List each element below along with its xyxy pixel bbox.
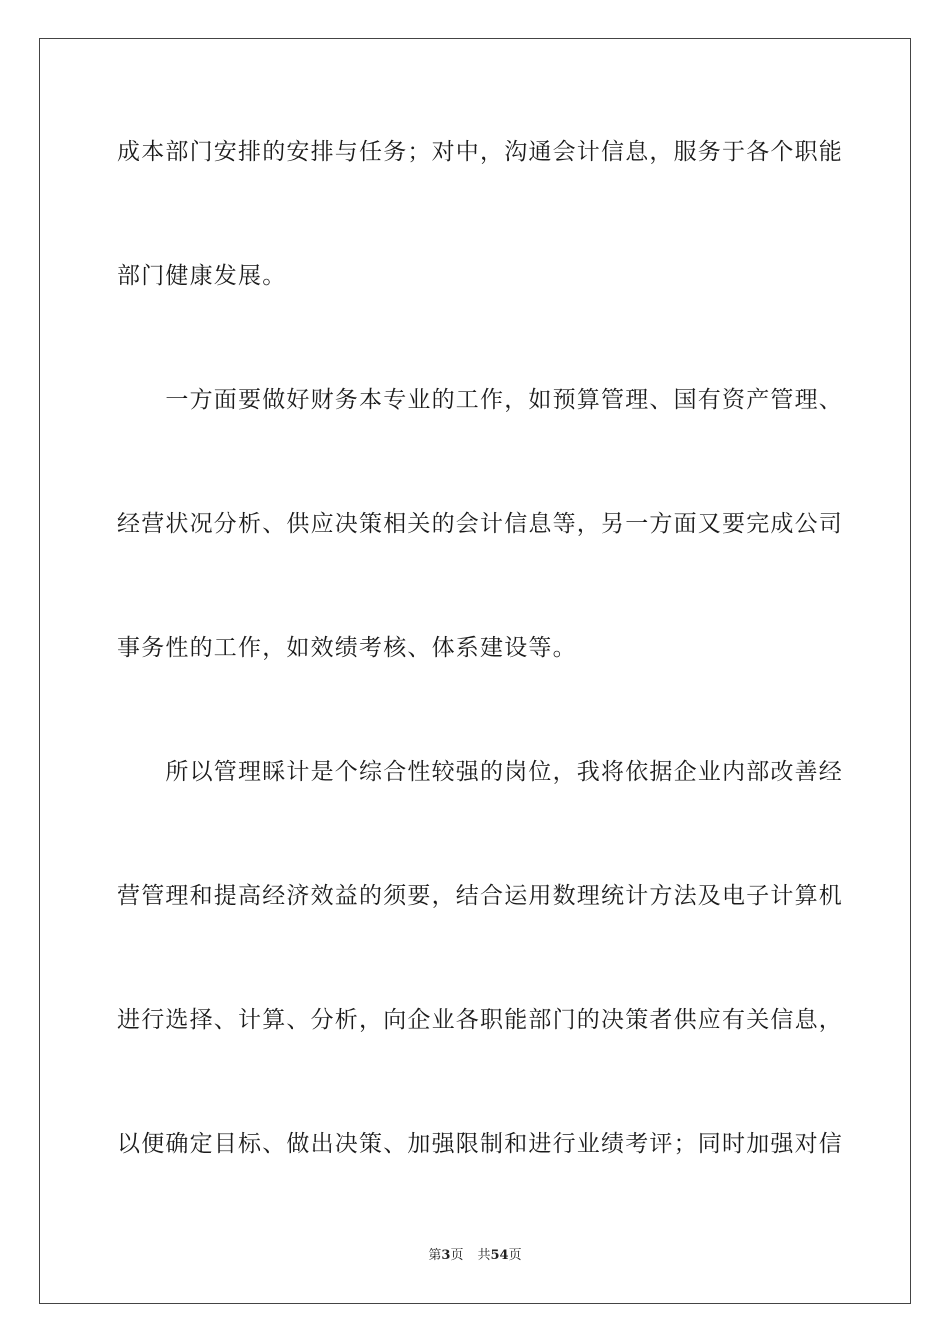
total-label-suffix: 页 [508, 1248, 522, 1263]
body-text-line-6: 所以管理睬计是个综合性较强的岗位，我将依据企业内部改善经 [117, 759, 843, 785]
body-text-line-3: 一方面要做好财务本专业的工作，如预算管理、国有资产管理、 [117, 387, 843, 413]
page-label-prefix: 第 [428, 1248, 442, 1263]
page-label-suffix: 页 [450, 1248, 464, 1263]
page-footer [0, 1247, 950, 1265]
page-border [39, 38, 911, 1304]
body-text-line-2: 部门健康发展。 [117, 263, 287, 289]
body-text-line-4: 经营状况分析、供应决策相关的会计信息等，另一方面又要完成公司 [117, 511, 843, 537]
body-text-line-1: 成本部门安排的安排与任务；对中，沟通会计信息，服务于各个职能 [117, 139, 843, 165]
page-number: 3 [441, 1248, 451, 1263]
total-pages: 54 [490, 1248, 509, 1263]
body-text-line-9: 以便确定目标、做出决策、加强限制和进行业绩考评；同时加强对信 [117, 1131, 843, 1157]
body-text-line-5: 事务性的工作，如效绩考核、体系建设等。 [117, 635, 577, 661]
total-label-prefix: 共 [477, 1248, 491, 1263]
body-text-line-7: 营管理和提高经济效益的须要，结合运用数理统计方法及电子计算机 [117, 883, 843, 909]
body-text-line-8: 进行选择、计算、分析，向企业各职能部门的决策者供应有关信息， [117, 1007, 843, 1033]
